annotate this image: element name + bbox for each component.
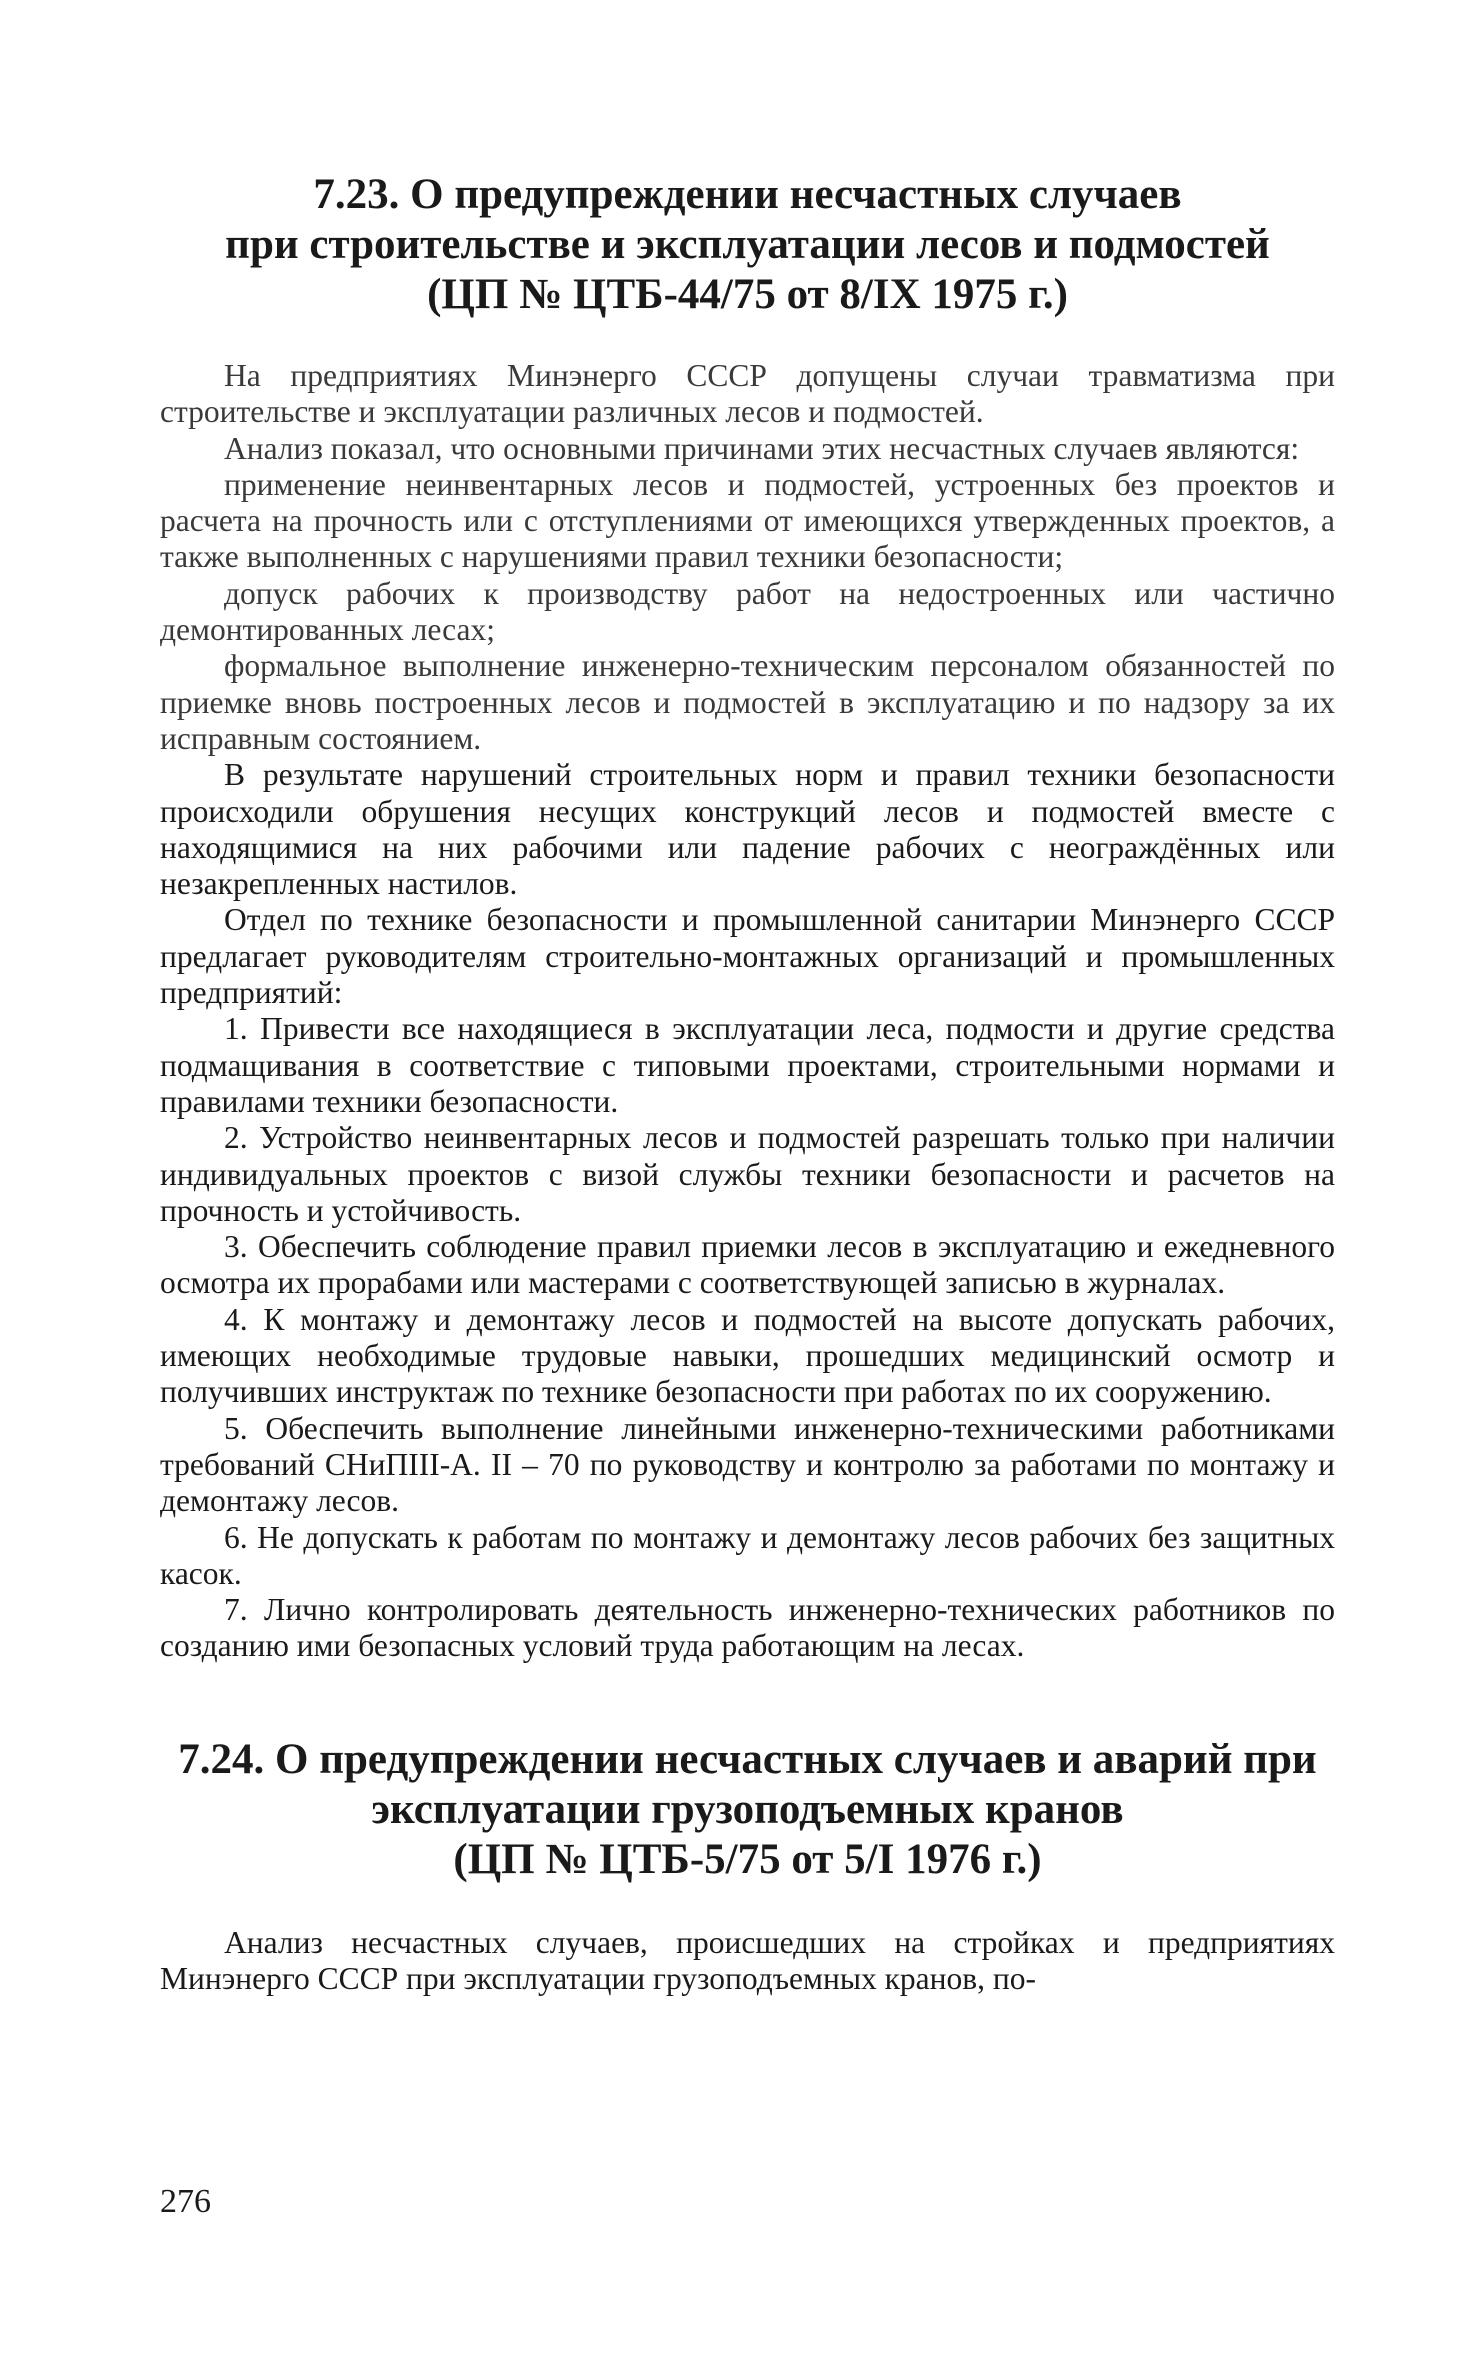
paragraph: применение неинвентарных лесов и подмостей, устроенных без проектов и расчета на прочность или с отступлениями от имеющихся утвержденных проектов, а также выполненных с нарушениями правил техники безопасности; [160,466,1335,575]
document-page [160,170,1335,1997]
page-number: 276 [160,2183,211,2220]
paragraph: формальное выполнение инженерно-техническим персоналом обязанностей по приемке вновь построенных лесов и подмостей в эксплуатацию и по надзору за их исправным состоянием. [160,648,1335,756]
list-item: 7. Лично контролировать деятельность инженерно-технических работников по созданию ими безопасных условий труда работающим на лесах. [160,1592,1335,1664]
list-item: 2. Устройство неинвентарных лесов и подмостей разрешать только при наличии индивидуальных проектов с визой службы техники безопасности и расчетов на прочность и устойчивость. [160,1120,1335,1228]
list-item: 6. Не допускать к работам по монтажу и демонтажу лесов рабочих без защитных касок. [160,1519,1335,1591]
title-line: 7.24. О предупреждении несчастных случаев и аварий при [178,1735,1317,1783]
paragraph: Анализ показал, что основными причинами этих несчастных случаев являются: [224,430,1300,466]
paragraph: Анализ несчастных случаев, происшедших на стройках и предприятиях Минэнерго СССР при эксплуатации грузоподъемных кранов, по- [160,1924,1335,1996]
paragraph: Отдел по технике безопасности и промышленной санитарии Минэнерго СССР предлагает руководителям строительно-монтажных организаций и промышленных предприятий: [160,902,1335,1011]
title-line: при строительстве и эксплуатации лесов и подмостей [225,221,1270,268]
list-item: 4. К монтажу и демонтажу лесов и подмостей на высоте допускать рабочих, имеющих необходимые трудовые навыки, прошедших медицинский осмотр и получивших инструктаж по технике безопасности при работах по их сооружению. [160,1301,1335,1410]
paragraph: допуск рабочих к производству работ на недостроенных или частично демонтированных лесах; [160,575,1335,648]
paragraph: В результате нарушений строительных норм и правил техники безопасности происходили обрушения несущих конструкций лесов и подмостей вместе с находящимися на них рабочими или падение рабочих с неограждённых или незакрепленных настилов. [160,757,1335,902]
title-line: (ЦП № ЦТБ-44/75 от 8/IX 1975 г.) [427,271,1068,318]
section-7-23-title [160,170,1335,320]
title-line: эксплуатации грузоподъемных кранов [371,1785,1124,1833]
list-item: 5. Обеспечить выполнение линейными инженерно-техническими работниками требований СНиПIII-А. II – 70 по руководству и контролю за работами по монтажу и демонтажу лесов. [160,1410,1335,1519]
title-line: 7.23. О предупреждении несчастных случаев [313,171,1182,218]
list-item: 1. Привести все находящиеся в эксплуатации леса, подмости и другие средства подмащивания в соответствие с типовыми проектами, строительными нормами и правилами техники безопасности. [160,1011,1335,1119]
title-line: (ЦП № ЦТБ-5/75 от 5/I 1976 г.) [453,1835,1042,1883]
list-item: 3. Обеспечить соблюдение правил приемки лесов в эксплуатацию и ежедневного осмотра их прорабами или мастерами с соответствующей записью в журналах. [160,1229,1335,1301]
paragraph: На предприятиях Минэнерго СССР допущены случаи травматизма при строительстве и эксплуатации различных лесов и подмостей. [160,358,1335,430]
section-7-23-body [160,358,1335,1665]
section-7-24-title [160,1735,1335,1885]
section-7-24-body [160,1925,1335,1998]
